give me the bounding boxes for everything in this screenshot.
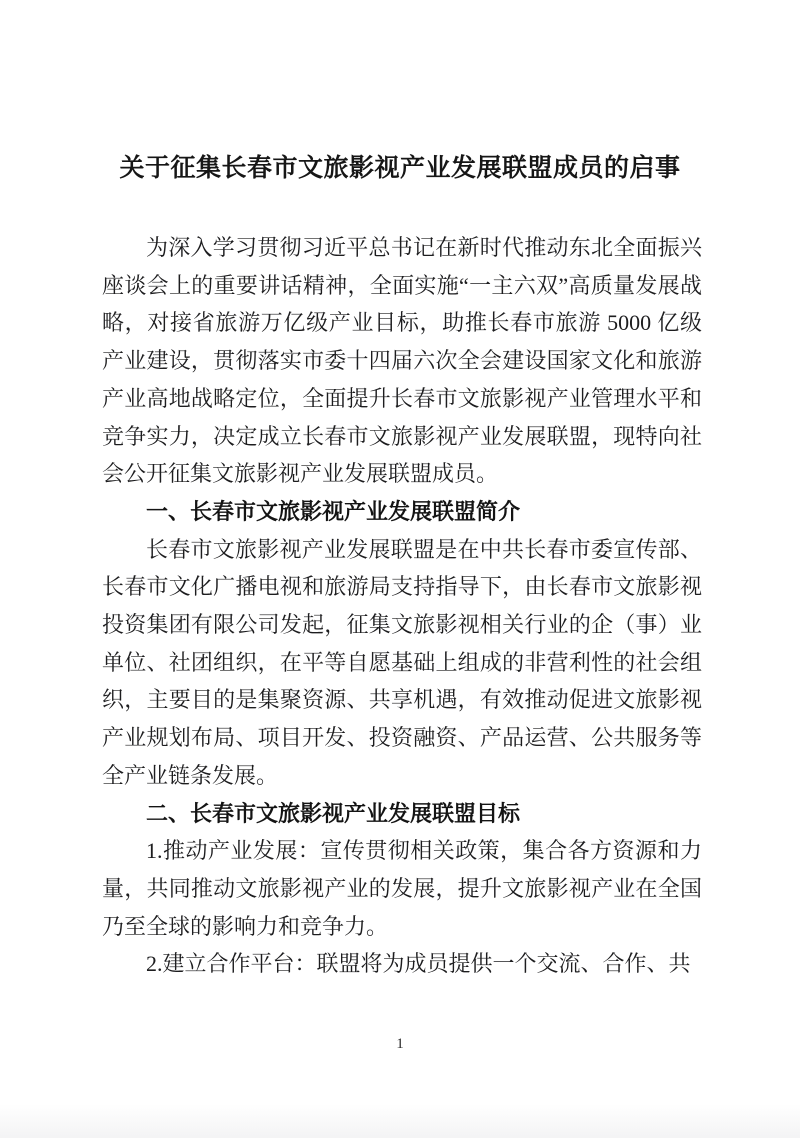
body-paragraph: 长春市文旅影视产业发展联盟是在中共长春市委宣传部、长春市文化广播电视和旅游局支持指导下，由长春市文旅影视投资集团有限公司发起，征集文旅影视相关行业的企（事）业单位、社团组织，在平等自愿基础上组成的非营利性的社会组织，主要目的是集聚资源、共享机遇，有效推动促进文旅影视产业规划布局、项目开发、投资融资、产品运营、公共服务等全产业链条发展。 (102, 536, 702, 788)
body-paragraph: 1.推动产业发展：宣传贯彻相关政策，集合各方资源和力量，共同推动文旅影视产业的发展，提升文旅影视产业在全国乃至全球的影响力和竞争力。 (102, 838, 702, 939)
page-number: 1 (396, 1036, 404, 1052)
scan-bottom-shade (0, 1104, 800, 1138)
body-paragraph: 为深入学习贯彻习近平总书记在新时代推动东北全面振兴座谈会上的重要讲话精神，全面实施“一主六双”高质量发展战略，对接省旅游万亿级产业目标，助推长春市旅游 5000 亿级产业建设，贯彻落实市委十四届六次全会建设国家文化和旅游产业高地战略定位，全面提升长春市文旅影视产业管理水平和竞争实力，决定成立长春市文旅影视产业发展联盟，现特向社会公开征集文旅影视产业发展联盟成员。 (102, 235, 703, 487)
document-body (102, 229, 702, 983)
body-paragraph: 2.建立合作平台：联盟将为成员提供一个交流、合作、共 (146, 951, 691, 977)
document-title: 关于征集长春市文旅影视产业发展联盟成员的启事 (119, 155, 681, 182)
section-heading: 一、长春市文旅影视产业发展联盟简介 (146, 498, 521, 524)
section-heading: 二、长春市文旅影视产业发展联盟目标 (146, 800, 521, 826)
